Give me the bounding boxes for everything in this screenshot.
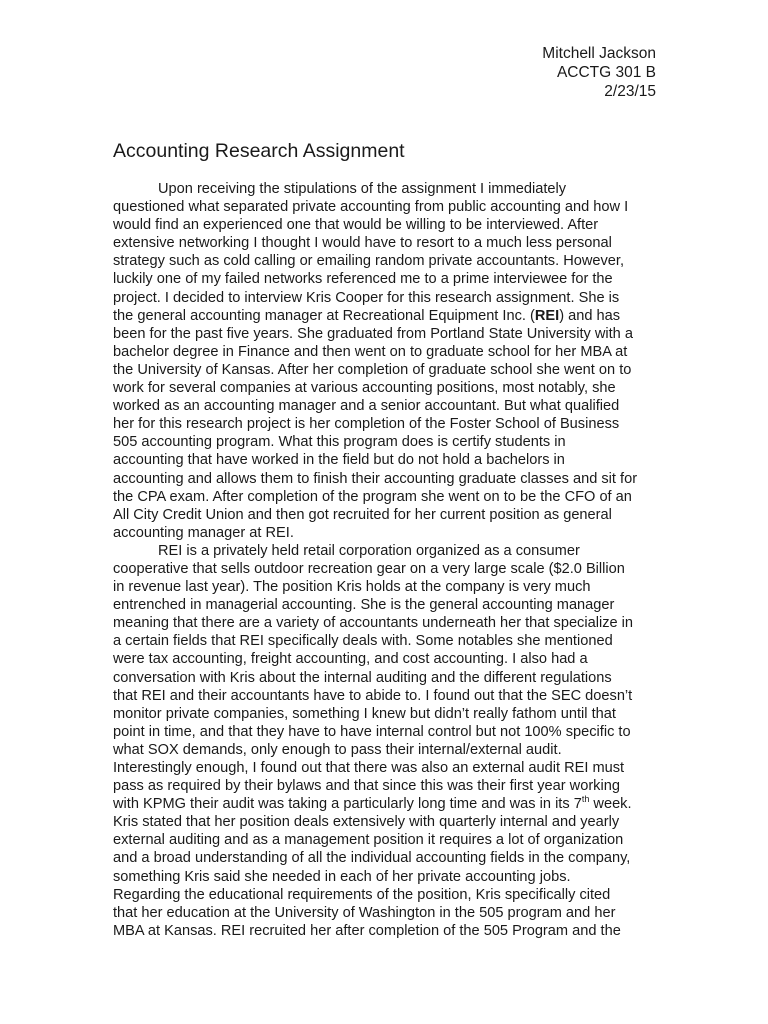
text-line: luckily one of my failed networks referenced me to a prime interviewee for the — [113, 271, 613, 288]
text-line: that REI and their accountants have to abide to. I found out that the SEC doesn’t — [113, 687, 633, 704]
document-title: Accounting Research Assignment — [113, 140, 405, 162]
text-line — [113, 307, 661, 325]
text-line: Interestingly enough, I found out that there was also an external audit REI must — [113, 760, 625, 776]
text-segment: week. — [589, 796, 632, 813]
text-line: would find an experienced one that would be willing to be interviewed. After — [113, 217, 599, 234]
text-line: worked as an accounting manager and a senior accountant. But what qualified — [113, 398, 620, 415]
paragraph-2 — [113, 542, 661, 940]
text-line: Regarding the educational requirements of the position, Kris specifically cited — [113, 886, 611, 903]
text-line: were tax accounting, freight accounting, and cost accounting. I also had a — [113, 651, 588, 668]
text-line: accounting that have worked in the field but do not hold a bachelors in — [113, 452, 565, 469]
text-line: Kris stated that her position deals extensively with quarterly internal and yearly — [113, 814, 620, 831]
text-segment: with KPMG their audit was taking a particularly long time and was in its 7 — [113, 796, 582, 813]
text-line: monitor private companies, something I knew but didn’t really fathom until that — [113, 705, 616, 722]
text-line: REI is a privately held retail corporation organized as a consumer — [158, 542, 580, 559]
text-line: project. I decided to interview Kris Cooper for this research assignment. She is — [113, 289, 620, 306]
text-line: been for the past five years. She graduated from Portland State University with a — [113, 325, 633, 342]
text-line: what SOX demands, only enough to pass their internal/external audit. — [113, 741, 562, 758]
text-line: strategy such as cold calling or emailing random private accountants. However, — [113, 253, 625, 270]
course-code: ACCTG 301 B — [556, 64, 656, 81]
text-segment: ) and has — [559, 307, 621, 324]
paragraph-1 — [113, 180, 661, 542]
text-line: accounting manager at REI. — [113, 524, 294, 541]
text-line: cooperative that sells outdoor recreation gear on a very large scale ($2.0 Billion — [113, 560, 625, 577]
text-line: Upon receiving the stipulations of the assignment I immediately — [158, 181, 567, 197]
text-line: the University of Kansas. After her completion of graduate school she went on to — [113, 361, 632, 378]
text-line: that her education at the University of Washington in the 505 program and her — [113, 904, 616, 921]
text-line: bachelor degree in Finance and then went on to graduate school for her MBA at — [113, 343, 628, 360]
text-line: 505 accounting program. What this program does is certify students in — [113, 434, 566, 451]
text-segment: the general accounting manager at Recreational Equipment Inc. ( — [113, 307, 535, 324]
text-line: entrenched in managerial accounting. She is the general accounting manager — [113, 597, 615, 614]
document-header — [542, 44, 656, 101]
text-line: a certain fields that REI specifically deals with. Some notables she mentioned — [113, 633, 613, 650]
bold-text-rei: REI — [534, 307, 560, 324]
text-line: work for several companies at various accounting positions, most notably, she — [113, 380, 616, 397]
text-line: accounting and allows them to finish their accounting graduate classes and sit for — [113, 470, 638, 487]
text-line: her for this research project is her completion of the Foster School of Business — [113, 416, 620, 433]
superscript-th: th — [581, 794, 590, 805]
text-line: something Kris said she needed in each of her private accounting jobs. — [113, 868, 571, 885]
text-line: pass as required by their bylaws and that since this was their first year working — [113, 778, 620, 795]
text-line: point in time, and that they have to have internal control but not 100% specific to — [113, 723, 631, 740]
text-line: in revenue last year). The position Kris holds at the company is very much — [113, 579, 591, 596]
text-line: extensive networking I thought I would have to resort to a much less personal — [113, 235, 612, 252]
document-date: 2/23/15 — [604, 83, 656, 100]
text-line: the CPA exam. After completion of the program she went on to be the CFO of an — [113, 488, 632, 505]
text-line: MBA at Kansas. REI recruited her after completion of the 505 Program and the — [113, 922, 621, 939]
text-line: meaning that there are a variety of accountants underneath her that specialize in — [113, 615, 634, 632]
text-line — [113, 795, 661, 813]
text-line: All City Credit Union and then got recruited for her current position as general — [113, 506, 612, 523]
author-name: Mitchell Jackson — [542, 45, 656, 62]
text-line: and a broad understanding of all the individual accounting fields in the company, — [113, 850, 631, 867]
text-line: conversation with Kris about the internal auditing and the different regulations — [113, 669, 612, 686]
document-body — [113, 180, 661, 940]
text-line: questioned what separated private accounting from public accounting and how I — [113, 199, 629, 216]
text-line: external auditing and as a management position it requires a lot of organization — [113, 832, 624, 849]
